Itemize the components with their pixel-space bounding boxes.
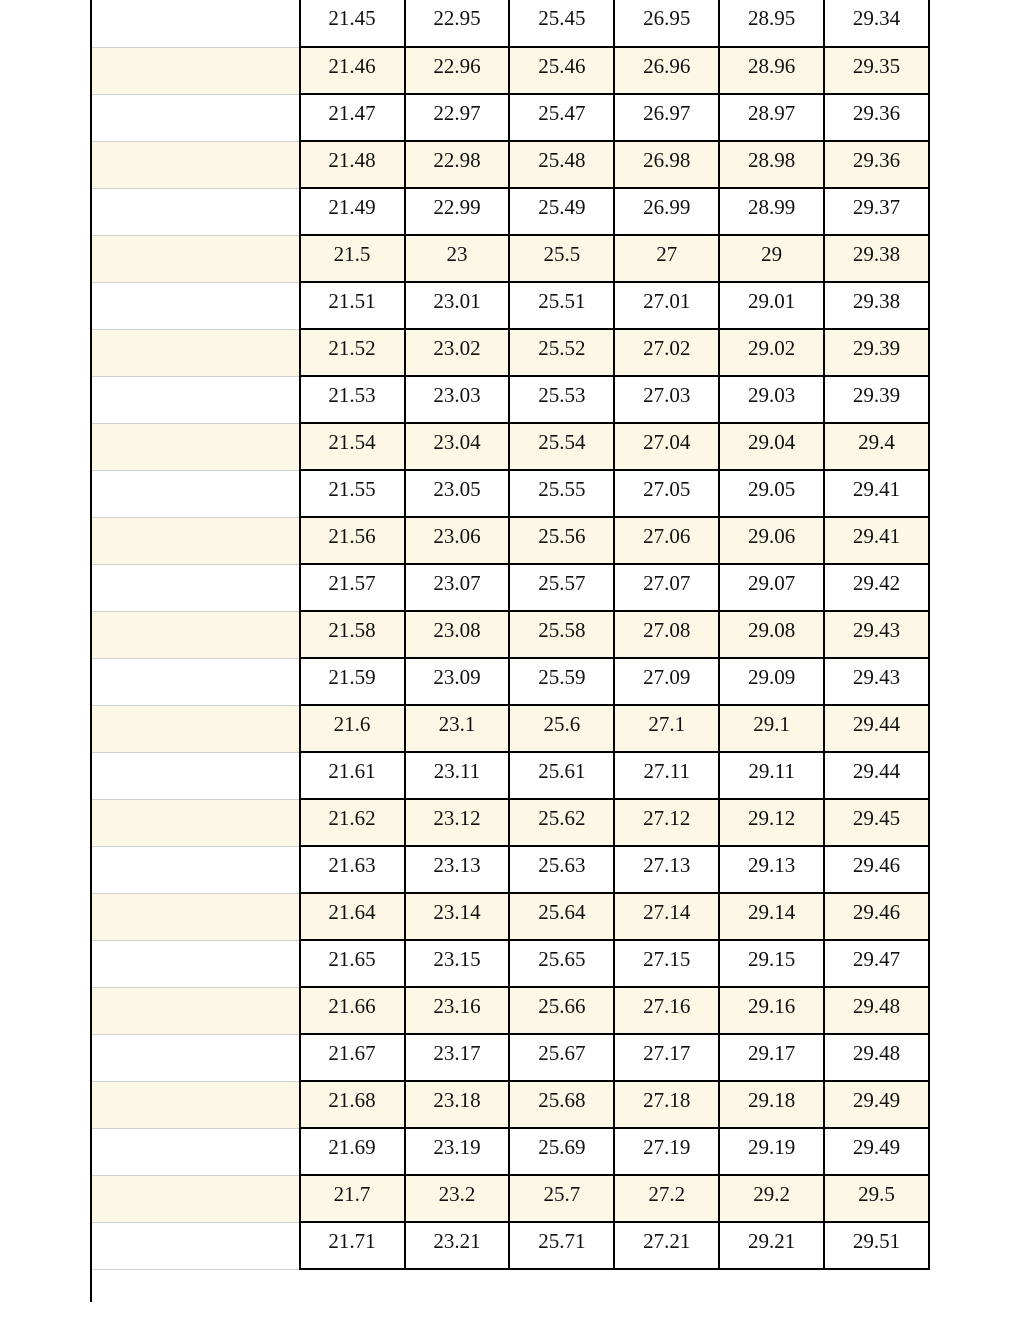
value-cell: 29.37 (824, 188, 929, 235)
value-cell: 27.15 (614, 940, 719, 987)
row-label-cell (92, 752, 300, 799)
value-cell: 21.5 (300, 235, 405, 282)
table-row (92, 188, 929, 235)
value-cell: 23.01 (405, 282, 510, 329)
value-cell: 29.42 (824, 564, 929, 611)
value-cell: 21.7 (300, 1175, 405, 1222)
row-label-cell (92, 1175, 300, 1222)
value-cell: 29.43 (824, 658, 929, 705)
row-label-cell (92, 987, 300, 1034)
value-cell: 29.39 (824, 329, 929, 376)
value-cell: 29.48 (824, 987, 929, 1034)
value-cell: 25.46 (509, 47, 614, 94)
table-row (92, 376, 929, 423)
value-cell: 29.34 (824, 0, 929, 47)
value-cell: 29.1 (719, 705, 824, 752)
value-cell: 29.4 (824, 423, 929, 470)
value-cell: 23.12 (405, 799, 510, 846)
row-label-cell (92, 1081, 300, 1128)
value-cell: 27.16 (614, 987, 719, 1034)
row-label-cell (92, 564, 300, 611)
row-label-cell (92, 893, 300, 940)
value-cell: 29.49 (824, 1081, 929, 1128)
value-cell: 25.63 (509, 846, 614, 893)
value-cell: 29 (719, 235, 824, 282)
value-cell: 23.09 (405, 658, 510, 705)
value-cell: 25.55 (509, 470, 614, 517)
value-cell: 21.71 (300, 1222, 405, 1269)
value-cell: 27.2 (614, 1175, 719, 1222)
table-sheet (90, 0, 930, 1302)
row-label-cell (92, 799, 300, 846)
row-label-cell (92, 47, 300, 94)
row-label-cell (92, 517, 300, 564)
value-cell: 23.16 (405, 987, 510, 1034)
value-cell: 25.53 (509, 376, 614, 423)
value-cell: 29.51 (824, 1222, 929, 1269)
value-cell: 21.61 (300, 752, 405, 799)
value-cell: 21.66 (300, 987, 405, 1034)
row-label-cell (92, 329, 300, 376)
value-cell: 25.68 (509, 1081, 614, 1128)
table-row (92, 1081, 929, 1128)
value-cell: 21.46 (300, 47, 405, 94)
table-row (92, 799, 929, 846)
value-cell: 29.49 (824, 1128, 929, 1175)
value-cell: 21.63 (300, 846, 405, 893)
value-cell: 29.38 (824, 235, 929, 282)
value-cell: 25.56 (509, 517, 614, 564)
value-table (92, 0, 930, 1270)
table-row (92, 893, 929, 940)
row-label-cell (92, 1222, 300, 1269)
value-cell: 28.98 (719, 141, 824, 188)
value-cell: 29.35 (824, 47, 929, 94)
value-cell: 26.95 (614, 0, 719, 47)
value-cell: 25.69 (509, 1128, 614, 1175)
value-cell: 21.53 (300, 376, 405, 423)
table-row (92, 846, 929, 893)
value-cell: 29.18 (719, 1081, 824, 1128)
value-cell: 23.2 (405, 1175, 510, 1222)
value-cell: 26.97 (614, 94, 719, 141)
value-cell: 21.6 (300, 705, 405, 752)
row-label-cell (92, 423, 300, 470)
value-cell: 25.45 (509, 0, 614, 47)
table-row (92, 940, 929, 987)
value-cell: 29.04 (719, 423, 824, 470)
table-row (92, 423, 929, 470)
value-cell: 29.5 (824, 1175, 929, 1222)
value-cell: 23.13 (405, 846, 510, 893)
value-cell: 23.15 (405, 940, 510, 987)
row-label-cell (92, 470, 300, 517)
value-cell: 29.36 (824, 94, 929, 141)
row-label-cell (92, 658, 300, 705)
value-cell: 26.99 (614, 188, 719, 235)
value-cell: 25.5 (509, 235, 614, 282)
row-label-cell (92, 1034, 300, 1081)
value-cell: 29.21 (719, 1222, 824, 1269)
table-row (92, 752, 929, 799)
value-cell: 27.21 (614, 1222, 719, 1269)
value-cell: 21.68 (300, 1081, 405, 1128)
value-cell: 25.7 (509, 1175, 614, 1222)
value-cell: 27.07 (614, 564, 719, 611)
value-cell: 27.1 (614, 705, 719, 752)
value-cell: 23 (405, 235, 510, 282)
value-cell: 29.17 (719, 1034, 824, 1081)
value-cell: 29.43 (824, 611, 929, 658)
value-cell: 21.69 (300, 1128, 405, 1175)
row-label-cell (92, 282, 300, 329)
table-row (92, 329, 929, 376)
value-cell: 22.99 (405, 188, 510, 235)
value-cell: 29.12 (719, 799, 824, 846)
value-cell: 27.03 (614, 376, 719, 423)
value-cell: 23.11 (405, 752, 510, 799)
value-cell: 25.65 (509, 940, 614, 987)
table-row (92, 1222, 929, 1269)
value-cell: 29.05 (719, 470, 824, 517)
table-row (92, 141, 929, 188)
value-cell: 21.57 (300, 564, 405, 611)
value-cell: 29.38 (824, 282, 929, 329)
table-row (92, 47, 929, 94)
value-cell: 25.54 (509, 423, 614, 470)
value-cell: 21.52 (300, 329, 405, 376)
value-cell: 22.97 (405, 94, 510, 141)
value-cell: 29.44 (824, 705, 929, 752)
value-cell: 22.96 (405, 47, 510, 94)
value-cell: 25.67 (509, 1034, 614, 1081)
value-cell: 23.05 (405, 470, 510, 517)
value-cell: 29.02 (719, 329, 824, 376)
table-row (92, 611, 929, 658)
table-row (92, 517, 929, 564)
value-cell: 27.18 (614, 1081, 719, 1128)
value-cell: 27.09 (614, 658, 719, 705)
value-cell: 26.96 (614, 47, 719, 94)
value-cell: 27.17 (614, 1034, 719, 1081)
value-cell: 23.08 (405, 611, 510, 658)
value-cell: 23.07 (405, 564, 510, 611)
value-cell: 29.15 (719, 940, 824, 987)
value-cell: 29.01 (719, 282, 824, 329)
value-cell: 27.08 (614, 611, 719, 658)
value-cell: 25.59 (509, 658, 614, 705)
value-cell: 29.14 (719, 893, 824, 940)
row-label-cell (92, 376, 300, 423)
value-cell: 21.48 (300, 141, 405, 188)
value-cell: 22.95 (405, 0, 510, 47)
value-cell: 21.55 (300, 470, 405, 517)
value-cell: 27.12 (614, 799, 719, 846)
value-cell: 21.64 (300, 893, 405, 940)
value-cell: 29.46 (824, 893, 929, 940)
value-cell: 25.66 (509, 987, 614, 1034)
value-cell: 29.09 (719, 658, 824, 705)
value-cell: 21.54 (300, 423, 405, 470)
value-cell: 29.03 (719, 376, 824, 423)
row-label-cell (92, 235, 300, 282)
value-cell: 29.16 (719, 987, 824, 1034)
value-cell: 27.14 (614, 893, 719, 940)
value-cell: 29.44 (824, 752, 929, 799)
value-cell: 25.48 (509, 141, 614, 188)
value-cell: 21.65 (300, 940, 405, 987)
value-cell: 29.45 (824, 799, 929, 846)
value-cell: 29.13 (719, 846, 824, 893)
value-cell: 27.11 (614, 752, 719, 799)
value-cell: 27.02 (614, 329, 719, 376)
value-cell: 21.58 (300, 611, 405, 658)
table-row (92, 1175, 929, 1222)
value-cell: 29.39 (824, 376, 929, 423)
table-row (92, 705, 929, 752)
value-cell: 25.58 (509, 611, 614, 658)
value-cell: 23.02 (405, 329, 510, 376)
value-cell: 23.06 (405, 517, 510, 564)
value-cell: 29.19 (719, 1128, 824, 1175)
value-cell: 27.04 (614, 423, 719, 470)
table-row (92, 658, 929, 705)
value-cell: 23.04 (405, 423, 510, 470)
value-cell: 23.18 (405, 1081, 510, 1128)
value-cell: 25.52 (509, 329, 614, 376)
value-cell: 25.64 (509, 893, 614, 940)
value-cell: 21.47 (300, 94, 405, 141)
table-row (92, 470, 929, 517)
table-row (92, 1034, 929, 1081)
value-cell: 25.6 (509, 705, 614, 752)
row-label-cell (92, 141, 300, 188)
value-cell: 27.01 (614, 282, 719, 329)
table-row (92, 564, 929, 611)
value-cell: 27.06 (614, 517, 719, 564)
table-body (92, 0, 929, 1269)
value-cell: 29.11 (719, 752, 824, 799)
row-label-cell (92, 611, 300, 658)
row-label-cell (92, 188, 300, 235)
table-row (92, 1128, 929, 1175)
value-cell: 23.14 (405, 893, 510, 940)
value-cell: 25.49 (509, 188, 614, 235)
value-cell: 28.95 (719, 0, 824, 47)
value-cell: 29.07 (719, 564, 824, 611)
row-label-cell (92, 94, 300, 141)
value-cell: 25.51 (509, 282, 614, 329)
value-cell: 25.47 (509, 94, 614, 141)
table-row (92, 0, 929, 47)
value-cell: 26.98 (614, 141, 719, 188)
row-label-cell (92, 846, 300, 893)
value-cell: 25.61 (509, 752, 614, 799)
row-label-cell (92, 1128, 300, 1175)
value-cell: 23.03 (405, 376, 510, 423)
value-cell: 25.71 (509, 1222, 614, 1269)
value-cell: 23.19 (405, 1128, 510, 1175)
value-cell: 29.41 (824, 517, 929, 564)
value-cell: 21.67 (300, 1034, 405, 1081)
value-cell: 29.48 (824, 1034, 929, 1081)
value-cell: 23.17 (405, 1034, 510, 1081)
value-cell: 27.19 (614, 1128, 719, 1175)
value-cell: 29.08 (719, 611, 824, 658)
value-cell: 21.56 (300, 517, 405, 564)
value-cell: 27 (614, 235, 719, 282)
value-cell: 25.62 (509, 799, 614, 846)
value-cell: 27.13 (614, 846, 719, 893)
value-cell: 29.2 (719, 1175, 824, 1222)
value-cell: 21.62 (300, 799, 405, 846)
table-row (92, 987, 929, 1034)
row-label-cell (92, 0, 300, 47)
value-cell: 28.96 (719, 47, 824, 94)
value-cell: 23.1 (405, 705, 510, 752)
value-cell: 22.98 (405, 141, 510, 188)
table-row (92, 235, 929, 282)
value-cell: 29.06 (719, 517, 824, 564)
value-cell: 28.97 (719, 94, 824, 141)
table-row (92, 94, 929, 141)
value-cell: 21.49 (300, 188, 405, 235)
value-cell: 23.21 (405, 1222, 510, 1269)
value-cell: 29.41 (824, 470, 929, 517)
row-label-cell (92, 940, 300, 987)
value-cell: 21.51 (300, 282, 405, 329)
value-cell: 28.99 (719, 188, 824, 235)
value-cell: 21.45 (300, 0, 405, 47)
value-cell: 25.57 (509, 564, 614, 611)
value-cell: 21.59 (300, 658, 405, 705)
table-row (92, 282, 929, 329)
value-cell: 27.05 (614, 470, 719, 517)
value-cell: 29.46 (824, 846, 929, 893)
value-cell: 29.36 (824, 141, 929, 188)
row-label-cell (92, 705, 300, 752)
value-cell: 29.47 (824, 940, 929, 987)
